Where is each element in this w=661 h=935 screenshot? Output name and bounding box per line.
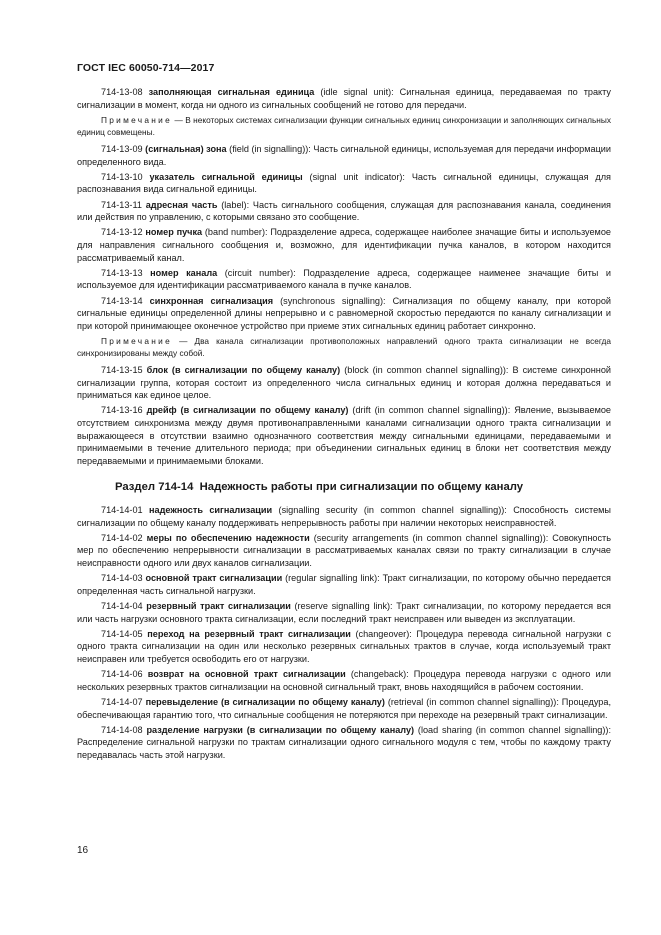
term-entry: 714-13-10 указатель сигнальной единицы (signal unit indicator): Часть сигнальной единицы, служащая для распознавания вида сигнальной единицы.	[77, 171, 611, 195]
term-entry: 714-14-05 переход на резервный тракт сигнализации (changeover): Процедура перевода сигнальной нагрузки с одного тракта сигнализации на один или несколько резервных сигнальных трактов в случае, когда используемый тракт неисправен или требуется освободить его от нагрузки.	[77, 628, 612, 664]
term-entry: 714-14-07 перевыделение (в сигнализации по общему каналу) (retrieval (in common channel signalling)): Процедура, обеспечивающая гарантию того, что сигнальные сообщения не потеряются при переходе на резервный тракт сигнализации.	[77, 696, 611, 720]
term-entry: 714-13-09 (сигнальная) зона (field (in signalling)): Часть сигнальной единицы, используемая для передачи информации определенного вида.	[77, 144, 611, 167]
term-entry: 714-14-06 возврат на основной тракт сигнализации (changeback): Процедура перевода нагрузки с одного или нескольких резервных трактов сигнализации на основной сигнальный тракт, вновь находящийся в рабочем состоянии.	[77, 669, 611, 692]
term-entry: 714-13-12 номер пучка (band number): Подразделение адреса, содержащее наиболее значащие биты и используемое для направления сигнального сообщения и, возможно, для идентификации пучка каналов, в котором находится рассматриваемый канал.	[77, 227, 611, 263]
note: Примечание — В некоторых системах сигнализации функции сигнальных единиц синхронизации и заполняющих сигнальных единиц совмещены.	[77, 115, 611, 137]
term-entry: 714-14-02 меры по обеспечению надежности (security arrangements (in common channel signalling)): Совокупность мер по обеспечению непрерывности сигнализации в рассматриваемых каналах связи по тракту сигнализации в случае неисправности одного или двух каналов сигнализации.	[77, 532, 611, 568]
term-entry: 714-13-15 блок (в сигнализации по общему каналу) (block (in common channel signalling)): В системе синхронной сигнализации группа, которая состоит из определенного числа сигнальных единиц и которая должна передаваться и приниматься как единое целое.	[77, 365, 611, 401]
term-entry: 714-13-13 номер канала (circuit number): Подразделение адреса, содержащее наименее значащие биты и используемое для идентификации рассматриваемого канала в пучке каналов.	[77, 267, 611, 291]
note: Примечание — Два канала сигнализации противоположных направлений одного тракта сигнализации не всегда синхронизированы между собой.	[77, 336, 611, 358]
term-entry: 714-13-16 дрейф (в сигнализации по общему каналу) (drift (in common channel signalling)): Явление, вызываемое отсутствием синхронизма между двумя противонаправленными каналами сигнализации одного тракта сигнализации и выражающееся в отсутствии взаимно однозначного соответствия между сигнальными единицами, передаваемыми и принимаемыми в течение длительного периода; при объединении сигнальных единиц в блоки нет соответствия между передаваемыми и принимаемыми блоками.	[77, 405, 611, 466]
term-entry: 714-13-08 заполняющая сигнальная единица (idle signal unit): Сигнальная единица, передаваемая по тракту сигнализации в момент, когда ни одного из сигнальных сообщений не готово для передачи.	[77, 87, 611, 110]
term-entry: 714-14-08 разделение нагрузки (в сигнализации по общему каналу) (load sharing (in common channel signalling)): Распределение сигнальной нагрузки по трактам сигнализации одного сигнального модуля с тем, чтобы по каждому тракту передавалась часть этой нагрузки.	[77, 724, 611, 760]
document-body	[77, 86, 611, 764]
term-entry: 714-14-03 основной тракт сигнализации (regular signalling link): Тракт сигнализации, по которому обычно передается определенная часть сигнальной нагрузки.	[77, 573, 611, 596]
term-entry: 714-14-01 надежность сигнализации (signalling security (in common channel signalling)): Способность системы сигнализации по общему каналу поддерживать непрерывность работы при наличии некоторых неисправностей.	[77, 505, 611, 528]
section-title: Раздел 714-14 Надежность работы при сигнализации по общему каналу	[115, 481, 524, 494]
term-entry: 714-13-11 адресная часть (label): Часть сигнального сообщения, служащая для распознавания канала, соединения или действия по управлению, с которыми связано это сообщение.	[77, 199, 611, 223]
term-entry: 714-13-14 синхронная сигнализация (synchronous signalling): Сигнализация по общему каналу, при которой сигнальные единицы определенной длины непрерывно и с равномерной скоростью передаются по каналу сигнализации и при которой принимающее оконечное устройство при приеме этих сигнальных единиц работает синхронно.	[77, 295, 611, 331]
standard-header: ГОСТ IEC 60050-714—2017	[77, 62, 215, 74]
term-entry: 714-14-04 резервный тракт сигнализации (reserve signalling link): Тракт сигнализации, по которому передается вся или часть нагрузки основного тракта сигнализации, если последний тракт неисправен или выведен из эксплуатации.	[77, 600, 611, 624]
page-number: 16	[77, 845, 89, 856]
